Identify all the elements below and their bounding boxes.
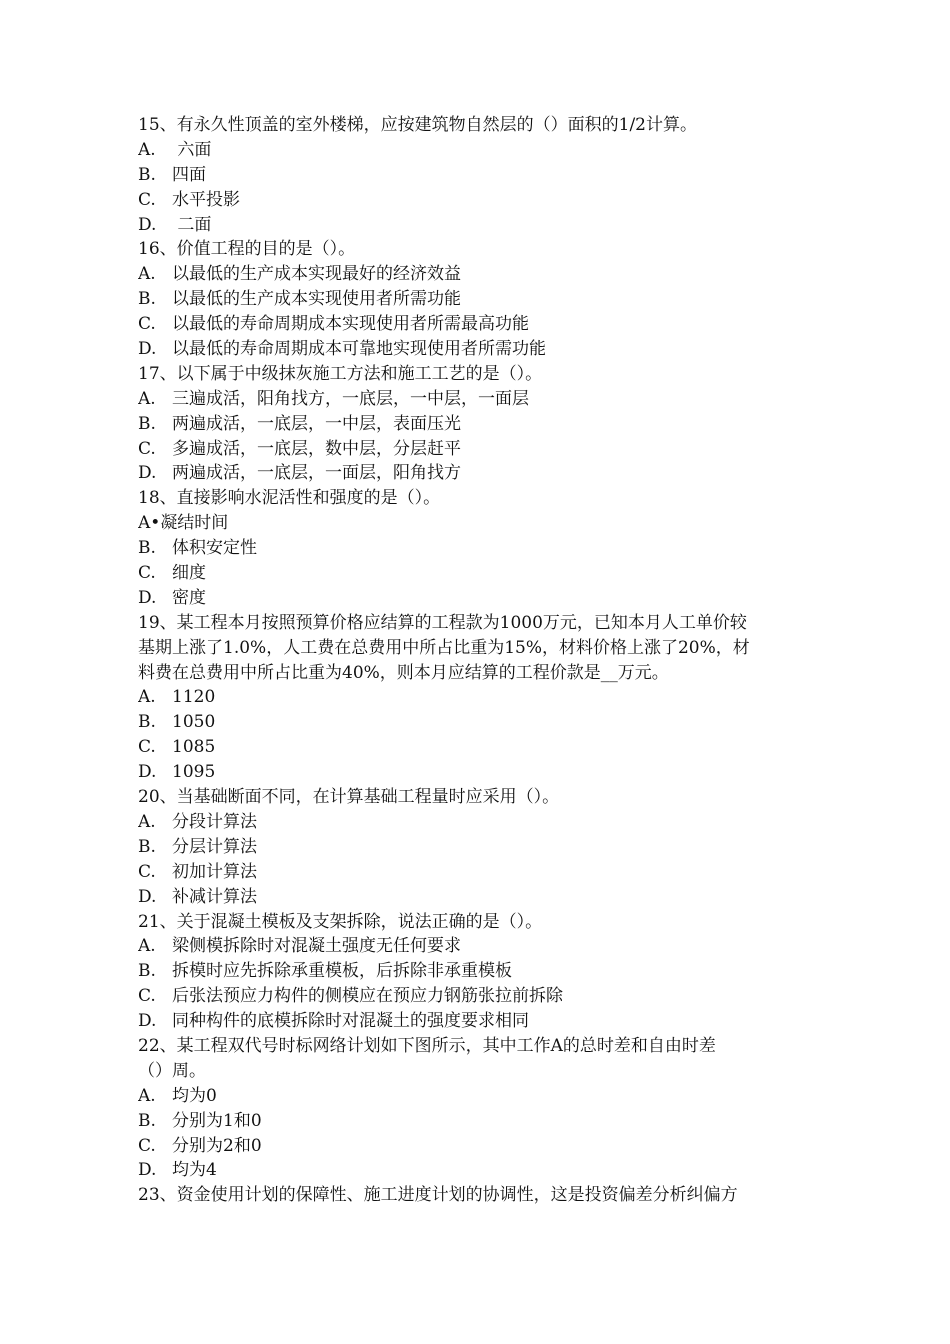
option-letter: D.: [138, 1011, 157, 1032]
option-letter: D.: [138, 886, 157, 907]
answer-option: [138, 262, 818, 287]
option-text: 分段计算法: [172, 811, 257, 832]
option-text: 初加计算法: [172, 861, 257, 882]
option-letter: C.: [138, 1135, 156, 1156]
option-letter: B.: [138, 836, 156, 857]
answer-option: [138, 885, 818, 910]
answer-option: [138, 1109, 818, 1134]
option-text: 1085: [172, 737, 216, 758]
option-letter: B.: [138, 289, 156, 310]
answer-option: [138, 287, 818, 312]
option-text: 拆模时应先拆除承重模板，后拆除非承重模板: [172, 961, 512, 982]
option-text: 后张法预应力构件的侧模应在预应力钢筋张拉前拆除: [172, 986, 563, 1007]
question-text: 16、价值工程的目的是（）。: [138, 239, 356, 260]
document-page: [138, 113, 818, 1208]
option-text: 分别为1和0: [172, 1110, 262, 1131]
answer-option: [138, 810, 818, 835]
question-text: 18、直接影响水泥活性和强度的是（）。: [138, 488, 441, 509]
answer-option: [138, 710, 818, 735]
question-block: [138, 611, 818, 785]
answer-option: [138, 511, 818, 536]
answer-option: [138, 835, 818, 860]
option-letter: A.: [138, 388, 156, 409]
option-letter: A.: [138, 139, 156, 160]
option-letter: A.: [138, 811, 156, 832]
option-letter: C.: [138, 438, 156, 459]
question-block: [138, 1034, 818, 1183]
question-text-line: 料费在总费用中所占比重为40%，则本月应结算的工程价款是__万元。: [138, 662, 669, 683]
option-text: 1050: [172, 712, 216, 733]
option-letter: D.: [138, 339, 157, 360]
option-text: 两遍成活，一底层，一中层，表面压光: [172, 413, 461, 434]
option-letter: A.: [138, 936, 156, 957]
option-letter: B.: [138, 413, 156, 434]
option-letter: D.: [138, 214, 157, 235]
question-text-line: 19、某工程本月按照预算价格应结算的工程款为1000万元，已知本月人工单价较: [138, 612, 747, 633]
option-text: 分层计算法: [172, 836, 257, 857]
answer-option: [138, 337, 818, 362]
answer-option: [138, 561, 818, 586]
option-text: 细度: [172, 563, 206, 584]
option-text: 均为4: [172, 1160, 217, 1181]
answer-option: [138, 1158, 818, 1183]
option-letter: B.: [138, 712, 156, 733]
option-text: 水平投影: [172, 189, 240, 210]
option-letter: B.: [138, 164, 156, 185]
answer-option: [138, 312, 818, 337]
answer-option: [138, 760, 818, 785]
option-text: 均为0: [172, 1085, 217, 1106]
option-text: 凝结时间: [160, 513, 229, 534]
answer-option: [138, 984, 818, 1009]
option-letter: D.: [138, 762, 157, 783]
question-block: [138, 486, 818, 610]
option-text: 二面: [172, 214, 212, 235]
option-text: 分别为2和0: [172, 1135, 262, 1156]
option-text: 多遍成活，一底层，数中层，分层赶平: [172, 438, 461, 459]
option-text: 以最低的生产成本实现使用者所需功能: [172, 289, 461, 310]
answer-option: [138, 959, 818, 984]
option-text: 六面: [172, 139, 212, 160]
question-block: [138, 910, 818, 1034]
question-text-line: 22、某工程双代号时标网络计划如下图所示，其中工作A的总时差和自由时差: [138, 1035, 716, 1056]
question-text: 17、以下属于中级抹灰施工方法和施工工艺的是（）。: [138, 363, 543, 384]
option-letter: B.: [138, 538, 156, 559]
answer-option: [138, 735, 818, 760]
option-letter: B.: [138, 961, 156, 982]
option-text: 1120: [172, 687, 216, 708]
option-letter: C.: [138, 563, 156, 584]
answer-option: [138, 586, 818, 611]
option-letter: D.: [138, 1160, 157, 1181]
answer-option: [138, 1084, 818, 1109]
option-text: 密度: [172, 587, 206, 608]
option-text: 以最低的寿命周期成本实现使用者所需最高功能: [172, 314, 529, 335]
question-text: 15、有永久性顶盖的室外楼梯，应按建筑物自然层的（）面积的1/2计算。: [138, 115, 697, 135]
option-text: 1095: [172, 762, 216, 783]
question-text: 21、关于混凝土模板及支架拆除，说法正确的是（）。: [138, 911, 543, 932]
answer-option: [138, 188, 818, 213]
option-letter: D.: [138, 587, 157, 608]
option-letter: C.: [138, 861, 156, 882]
option-letter: A•: [138, 513, 161, 534]
option-text: 以最低的生产成本实现最好的经济效益: [172, 264, 461, 285]
answer-option: [138, 934, 818, 959]
question-text-line: 基期上涨了1.0%，人工费在总费用中所占比重为15%，材料价格上涨了20%，材: [138, 637, 750, 658]
option-letter: A.: [138, 1085, 156, 1106]
answer-option: [138, 412, 818, 437]
option-text: 三遍成活，阳角找方，一底层，一中层，一面层: [172, 388, 529, 409]
option-letter: C.: [138, 189, 156, 210]
question-block: [138, 1183, 818, 1208]
option-letter: C.: [138, 986, 156, 1007]
question-block: [138, 362, 818, 486]
option-letter: B.: [138, 1110, 156, 1131]
question-block: [138, 113, 818, 237]
answer-option: [138, 860, 818, 885]
option-letter: C.: [138, 737, 156, 758]
question-text-line: （）周。: [138, 1060, 206, 1081]
answer-option: [138, 163, 818, 188]
option-letter: C.: [138, 314, 156, 335]
question-text: 23、资金使用计划的保障性、施工进度计划的协调性，这是投资偏差分析纠偏方: [138, 1185, 738, 1206]
answer-option: [138, 536, 818, 561]
option-text: 梁侧模拆除时对混凝土强度无任何要求: [172, 936, 461, 957]
answer-option: [138, 387, 818, 412]
option-text: 同种构件的底模拆除时对混凝土的强度要求相同: [172, 1011, 529, 1032]
answer-option: [138, 1009, 818, 1034]
question-block: [138, 237, 818, 361]
answer-option: [138, 685, 818, 710]
answer-option: [138, 1134, 818, 1159]
question-text: 20、当基础断面不同，在计算基础工程量时应采用（）。: [138, 787, 560, 808]
question-block: [138, 785, 818, 909]
option-letter: D.: [138, 463, 157, 484]
option-letter: A.: [138, 687, 156, 708]
option-text: 补减计算法: [172, 886, 257, 907]
answer-option: [138, 437, 818, 462]
answer-option: [138, 138, 818, 163]
answer-option: [138, 461, 818, 486]
option-text: 四面: [172, 164, 206, 185]
option-text: 两遍成活，一底层，一面层，阳角找方: [172, 463, 461, 484]
option-letter: A.: [138, 264, 156, 285]
option-text: 以最低的寿命周期成本可靠地实现使用者所需功能: [172, 339, 546, 360]
answer-option: [138, 213, 818, 238]
option-text: 体积安定性: [172, 538, 257, 559]
